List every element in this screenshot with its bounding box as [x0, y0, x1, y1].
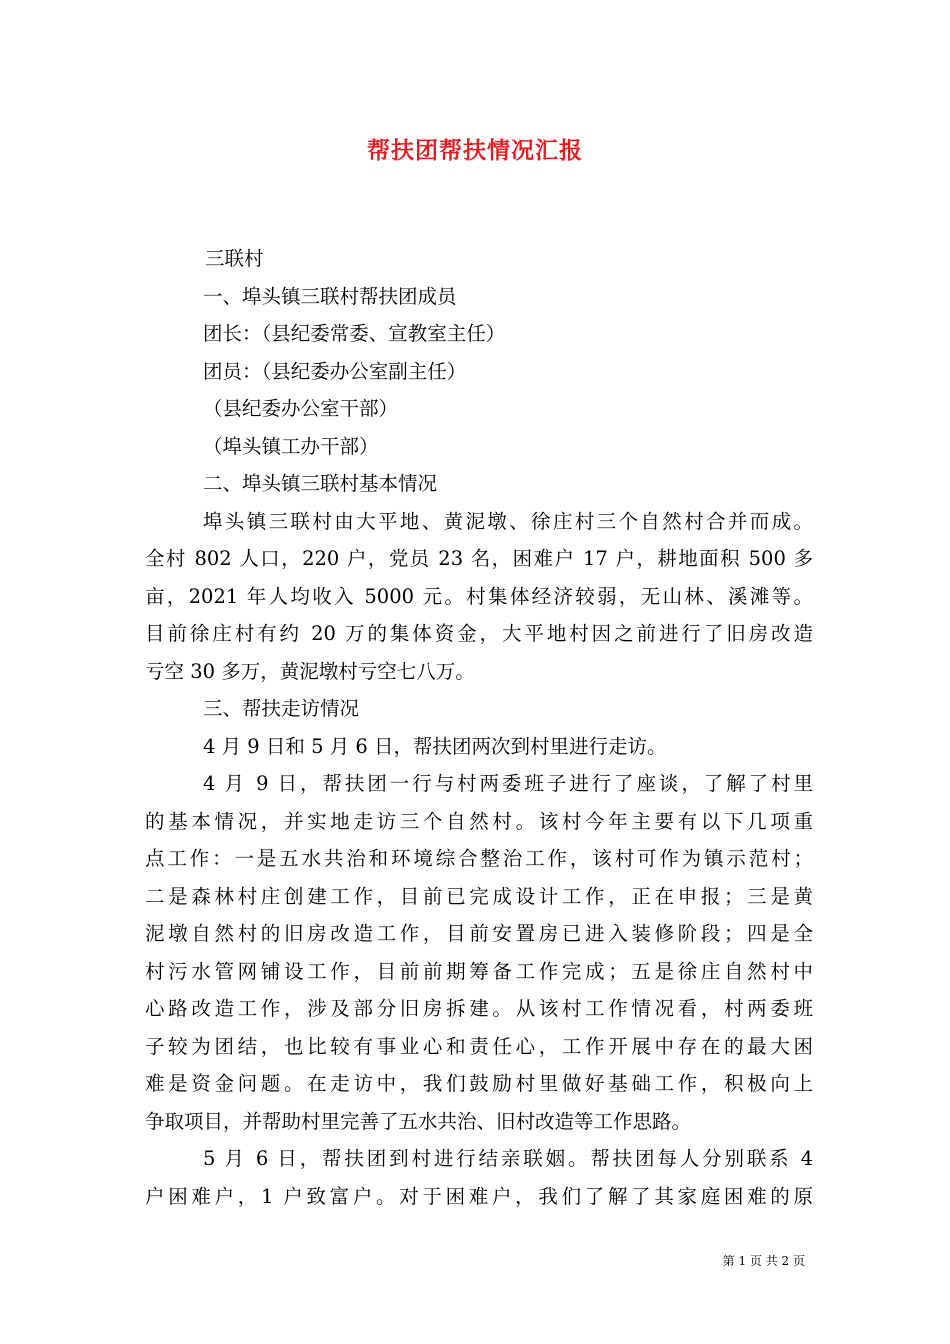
paragraph-line: 团员：（县纪委办公室副主任）: [203, 359, 467, 383]
document-body: [145, 240, 813, 1215]
paragraph-line: 二是森林村庄创建工作，目前已完成设计工作，正在申报；三是黄: [145, 884, 813, 908]
paragraph-line: 三联村: [205, 247, 264, 270]
paragraph-line: 全村 802 人口，220 户，党员 23 名，困难户 17 户，耕地面积 500 多: [145, 547, 813, 570]
paragraph-line: 团长：（县纪委常委、宣教室主任）: [203, 322, 506, 345]
section-heading: 二、埠头镇三联村基本情况: [203, 472, 438, 495]
paragraph-line: 4 月 9 日，帮扶团一行与村两委班子进行了座谈，了解了村里: [203, 772, 813, 795]
paragraph-line: 亏空 30 多万，黄泥墩村亏空七八万。: [145, 659, 475, 683]
section-heading: 三、帮扶走访情况: [203, 697, 360, 720]
paragraph-line: 难是资金问题。在走访中，我们鼓励村里做好基础工作，积极向上: [145, 1072, 813, 1095]
document-title: 帮扶团帮扶情况汇报: [367, 137, 583, 164]
paragraph-line: 埠头镇三联村由大平地、黄泥墩、徐庄村三个自然村合并而成。: [203, 509, 813, 533]
paragraph-line: 子较为团结，也比较有事业心和责任心，工作开展中存在的最大困: [145, 1034, 813, 1058]
paragraph-line: （县纪委办公室干部）: [203, 397, 399, 420]
page-number: 第 1 页 共 2 页: [722, 1254, 805, 1268]
paragraph-line: 一、埠头镇三联村帮扶团成员: [203, 284, 457, 308]
paragraph-line: 争取项目，并帮助村里完善了五水共治、旧村改造等工作思路。: [145, 1109, 692, 1133]
paragraph-line: 的基本情况，并实地走访三个自然村。该村今年主要有以下几项重: [145, 809, 813, 833]
paragraph-line: 4 月 9 日和 5 月 6 日，帮扶团两次到村里进行走访。: [203, 734, 667, 758]
paragraph-line: （埠头镇工办干部）: [203, 434, 379, 458]
paragraph-line: 点工作：一是五水共治和环境综合整治工作，该村可作为镇示范村；: [145, 847, 813, 870]
paragraph-line: 户困难户，1 户致富户。对于困难户，我们了解了其家庭困难的原: [145, 1184, 813, 1208]
paragraph-line: 泥墩自然村的旧房改造工作，目前安置房已进入装修阶段；四是全: [145, 922, 813, 945]
paragraph-line: 心路改造工作，涉及部分旧房拆建。从该村工作情况看，村两委班: [145, 997, 813, 1020]
paragraph-line: 亩，2021 年人均收入 5000 元。村集体经济较弱，无山林、溪滩等。: [145, 584, 813, 608]
paragraph-line: 目前徐庄村有约 20 万的集体资金，大平地村因之前进行了旧房改造: [145, 622, 813, 645]
paragraph-line: 5 月 6 日，帮扶团到村进行结亲联姻。帮扶团每人分别联系 4: [203, 1147, 813, 1170]
paragraph-line: 村污水管网铺设工作，目前前期筹备工作完成；五是徐庄自然村中: [145, 959, 813, 983]
